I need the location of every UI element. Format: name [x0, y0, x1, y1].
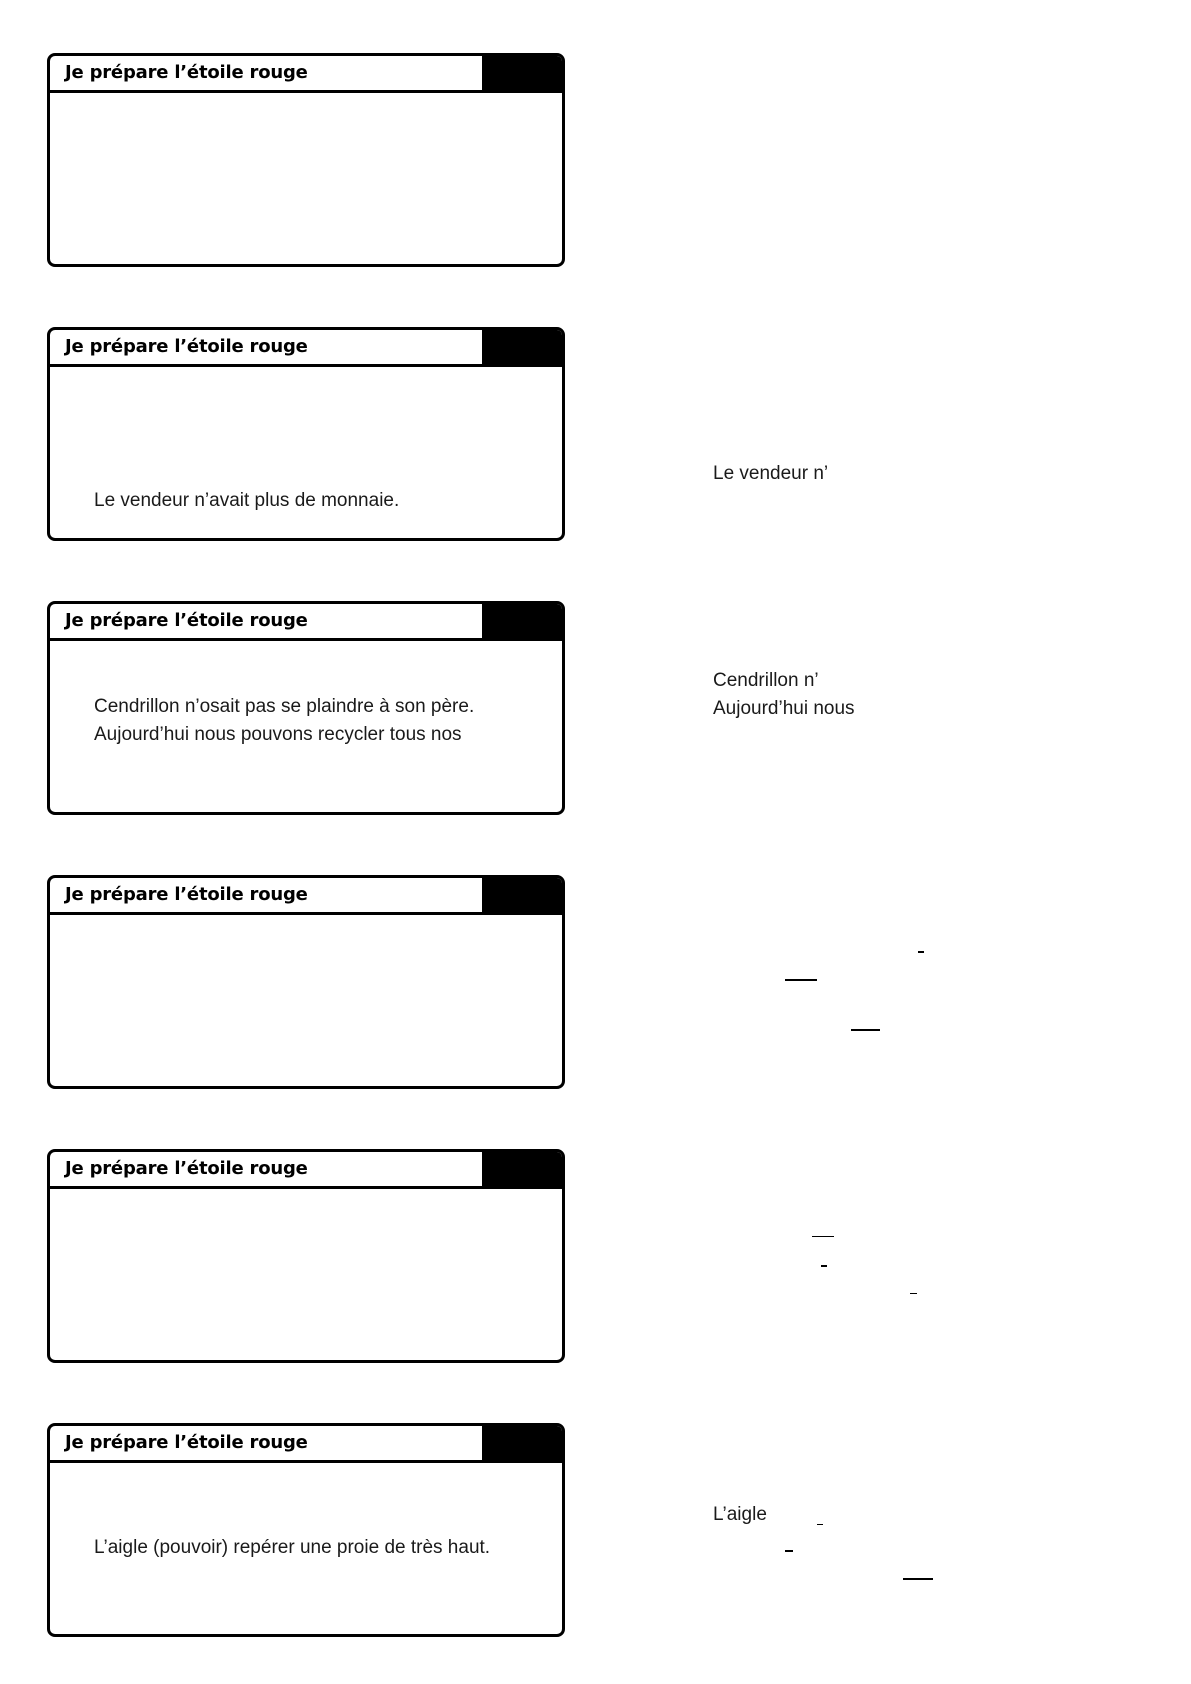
exercise-sentence: Aujourd’hui nous pouvons recycler tous nos: [94, 724, 462, 745]
blank-mark: [817, 1524, 823, 1525]
exercise-card-3: [47, 601, 565, 815]
card-title: Je prépare l’étoile rouge: [65, 1158, 308, 1179]
card-header: [50, 604, 562, 641]
header-tab: [482, 878, 562, 912]
exercise-card-6: [47, 1423, 565, 1637]
header-tab: [482, 1426, 562, 1460]
exercise-card-1: [47, 53, 565, 267]
blank-mark: [812, 1236, 834, 1237]
blank-mark: [903, 1578, 933, 1580]
card-header: [50, 878, 562, 915]
exercise-card-4: [47, 875, 565, 1089]
card-header: [50, 1426, 562, 1463]
card-header: [50, 1152, 562, 1189]
exercise-card-5: [47, 1149, 565, 1363]
header-tab: [482, 1152, 562, 1186]
answer-line: L’aigle: [713, 1504, 767, 1525]
blank-mark: [821, 1265, 827, 1267]
answer-line: Cendrillon n’: [713, 670, 819, 691]
card-title: Je prépare l’étoile rouge: [65, 610, 308, 631]
card-title: Je prépare l’étoile rouge: [65, 336, 308, 357]
card-header: [50, 330, 562, 367]
blank-mark: [910, 1293, 917, 1294]
card-title: Je prépare l’étoile rouge: [65, 884, 308, 905]
exercise-sentence: Le vendeur n’avait plus de monnaie.: [94, 490, 400, 511]
card-title: Je prépare l’étoile rouge: [65, 62, 308, 83]
exercise-sentence: Cendrillon n’osait pas se plaindre à son père.: [94, 696, 475, 717]
blank-mark: [785, 979, 817, 981]
answer-line: Aujourd’hui nous: [713, 698, 855, 719]
card-header: [50, 56, 562, 93]
header-tab: [482, 604, 562, 638]
blank-mark: [851, 1029, 880, 1031]
header-tab: [482, 330, 562, 364]
exercise-card-2: [47, 327, 565, 541]
answer-line: Le vendeur n’: [713, 463, 829, 484]
header-tab: [482, 56, 562, 90]
card-title: Je prépare l’étoile rouge: [65, 1432, 308, 1453]
blank-mark: [918, 951, 924, 953]
blank-mark: [785, 1550, 793, 1552]
exercise-sentence: L’aigle (pouvoir) repérer une proie de très haut.: [94, 1537, 491, 1558]
